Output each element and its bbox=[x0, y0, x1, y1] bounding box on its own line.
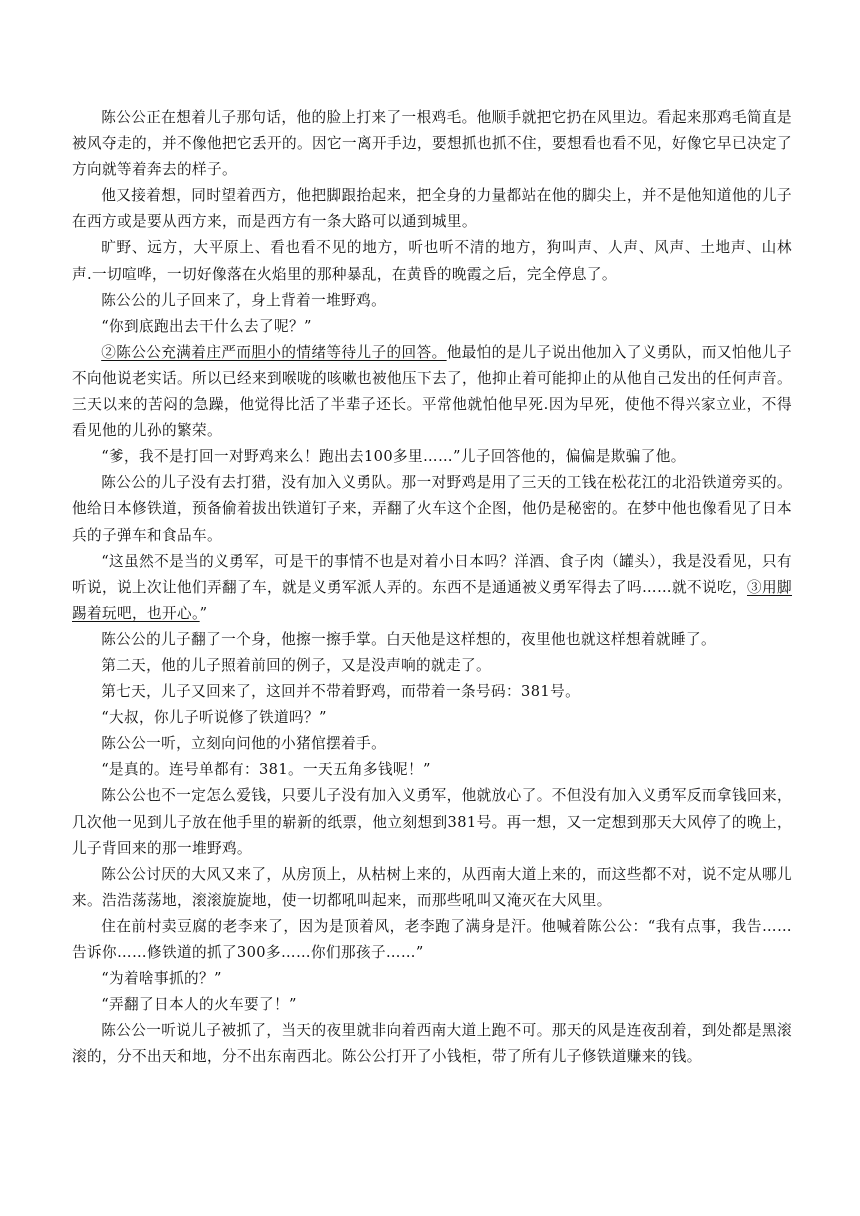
paragraph-text: “是真的。连号单都有：381。一天五角多钱呢！” bbox=[101, 761, 431, 779]
paragraph-text: 陈公公一听，立刻向问他的小猪倌摆着手。 bbox=[101, 735, 387, 753]
paragraph-9 bbox=[72, 549, 792, 627]
paragraph-text: “大叔，你儿子听说修了铁道吗？” bbox=[101, 709, 327, 727]
paragraph-14 bbox=[72, 731, 792, 757]
paragraph-text: 陈公公也不一定怎么爱钱，只要儿子没有加入义勇军，他就放心了。不但没有加入义勇军反而拿钱回来，几次他一见到儿子放在他手里的崭新的纸票，他立刻想到381号。再一想，又一定想到那天大风停了的晚上，儿子背回来的那一堆野鸡。 bbox=[72, 787, 792, 857]
underlined-sentence-2: ②陈公公充满着庄严而胆小的情绪等待儿子的回答。 bbox=[101, 343, 447, 361]
paragraph-text: “这虽然不是当的义勇军，可是干的事情不也是对着小日本吗？洋酒、食子肉（罐头），我是没看见，只有听说，说上次让他们弄翻了车，就是义勇军派人弄的。东西不是通通被义勇军得去了吗……就不说吃， bbox=[72, 552, 792, 596]
paragraph-text: 陈公公的儿子回来了，身上背着一堆野鸡。 bbox=[101, 291, 387, 309]
paragraph-21 bbox=[72, 1018, 792, 1070]
paragraph-19 bbox=[72, 966, 792, 992]
paragraph-tail: ” bbox=[199, 604, 208, 622]
paragraph-3 bbox=[72, 235, 792, 287]
paragraph-7 bbox=[72, 444, 792, 470]
paragraph-text: 住在前村卖豆腐的老李来了，因为是顶着风，老李跑了满身是汗。他喊着陈公公：“我有点事，我告……告诉你……修铁道的抓了300多……你们那孩子……” bbox=[72, 917, 792, 961]
paragraph-15 bbox=[72, 757, 792, 783]
paragraph-text: “弄翻了日本人的火车要了！” bbox=[101, 996, 297, 1014]
paragraph-text: 陈公公讨厌的大风又来了，从房顶上，从枯树上来的，从西南大道上来的，而这些都不对，说不定从哪儿来。浩浩荡荡地，滚滚旋旋地，使一切都吼叫起来，而那些吼叫又淹灭在大风里。 bbox=[72, 865, 792, 909]
paragraph-text: 第二天，他的儿子照着前回的例子，又是没声响的就走了。 bbox=[101, 656, 492, 674]
paragraph-5 bbox=[72, 314, 792, 340]
paragraph-1 bbox=[72, 105, 792, 183]
paragraph-11 bbox=[72, 653, 792, 679]
paragraph-text: 陈公公的儿子没有去打猎，没有加入义勇队。那一对野鸡是用了三天的工钱在松花江的北沿铁道旁买的。他给日本修铁道，预备偷着拔出铁道钉子来，弄翻了火车这个企图，他仍是秘密的。在梦中他也像看见了日本兵的子弹车和食品车。 bbox=[72, 474, 792, 544]
paragraph-18 bbox=[72, 914, 792, 966]
paragraph-text: “你到底跑出去干什么去了呢？” bbox=[101, 317, 312, 335]
paragraph-6 bbox=[72, 340, 792, 444]
paragraph-text: 陈公公正在想着儿子那句话，他的脸上打来了一根鸡毛。他顺手就把它扔在风里边。看起来那鸡毛简直是被风夺走的，并不像他把它丢开的。因它一离开手边，要想抓也抓不住，要想看也看不见，好像它早已决定了方向就等着奔去的样子。 bbox=[72, 109, 792, 179]
paragraph-text: 第七天，儿子又回来了，这回并不带着野鸡，而带着一条号码：381号。 bbox=[101, 683, 581, 701]
paragraph-10 bbox=[72, 627, 792, 653]
paragraph-13 bbox=[72, 705, 792, 731]
paragraph-12 bbox=[72, 679, 792, 705]
paragraph-text: 旷野、远方，大平原上、看也看不见的地方，听也听不清的地方，狗叫声、人声、风声、土地声、山林声.一切喧哗，一切好像落在火焰里的那种暴乱，在黄昏的晚霞之后，完全停息了。 bbox=[72, 239, 792, 283]
paragraph-20 bbox=[72, 992, 792, 1018]
paragraph-text: 陈公公的儿子翻了一个身，他擦一擦手掌。白天他是这样想的，夜里他也就这样想着就睡了。 bbox=[101, 630, 716, 648]
paragraph-text: 陈公公一听说儿子被抓了，当天的夜里就非向着西南大道上跑不可。那天的风是连夜刮着，到处都是黑滚滚的，分不出天和地，分不出东南西北。陈公公打开了小钱柜，带了所有儿子修铁道赚来的钱。 bbox=[72, 1022, 792, 1066]
paragraph-4 bbox=[72, 288, 792, 314]
underlined-sentence-3: ③用脚踢着玩吧，也开心。 bbox=[72, 578, 792, 622]
paragraph-text: 他又接着想，同时望着西方，他把脚跟抬起来，把全身的力量都站在他的脚尖上，并不是他知道他的儿子在西方或是要从西方来，而是西方有一条大路可以通到城里。 bbox=[72, 187, 792, 231]
paragraph-17 bbox=[72, 862, 792, 914]
paragraph-8 bbox=[72, 470, 792, 548]
paragraph-text: “爹，我不是打回一对野鸡来么！跑出去100多里……”儿子回答他的，偏偏是欺骗了他。 bbox=[101, 448, 686, 466]
paragraph-2 bbox=[72, 183, 792, 235]
paragraph-text: 他最怕的是儿子说出他加入了义勇队，而又怕他儿子不向他说老实话。所以已经来到喉咙的咳嗽也被他压下去了，他抑止着可能抑止的从他自己发出的任何声音。三天以来的苦闷的急躁，他觉得比活了半辈子还长。平常他就怕他早死.因为早死，使他不得兴家立业，不得看见他的儿孙的繁荣。 bbox=[72, 343, 793, 440]
paragraph-text: “为着啥事抓的？” bbox=[101, 970, 222, 988]
paragraph-16 bbox=[72, 783, 792, 861]
